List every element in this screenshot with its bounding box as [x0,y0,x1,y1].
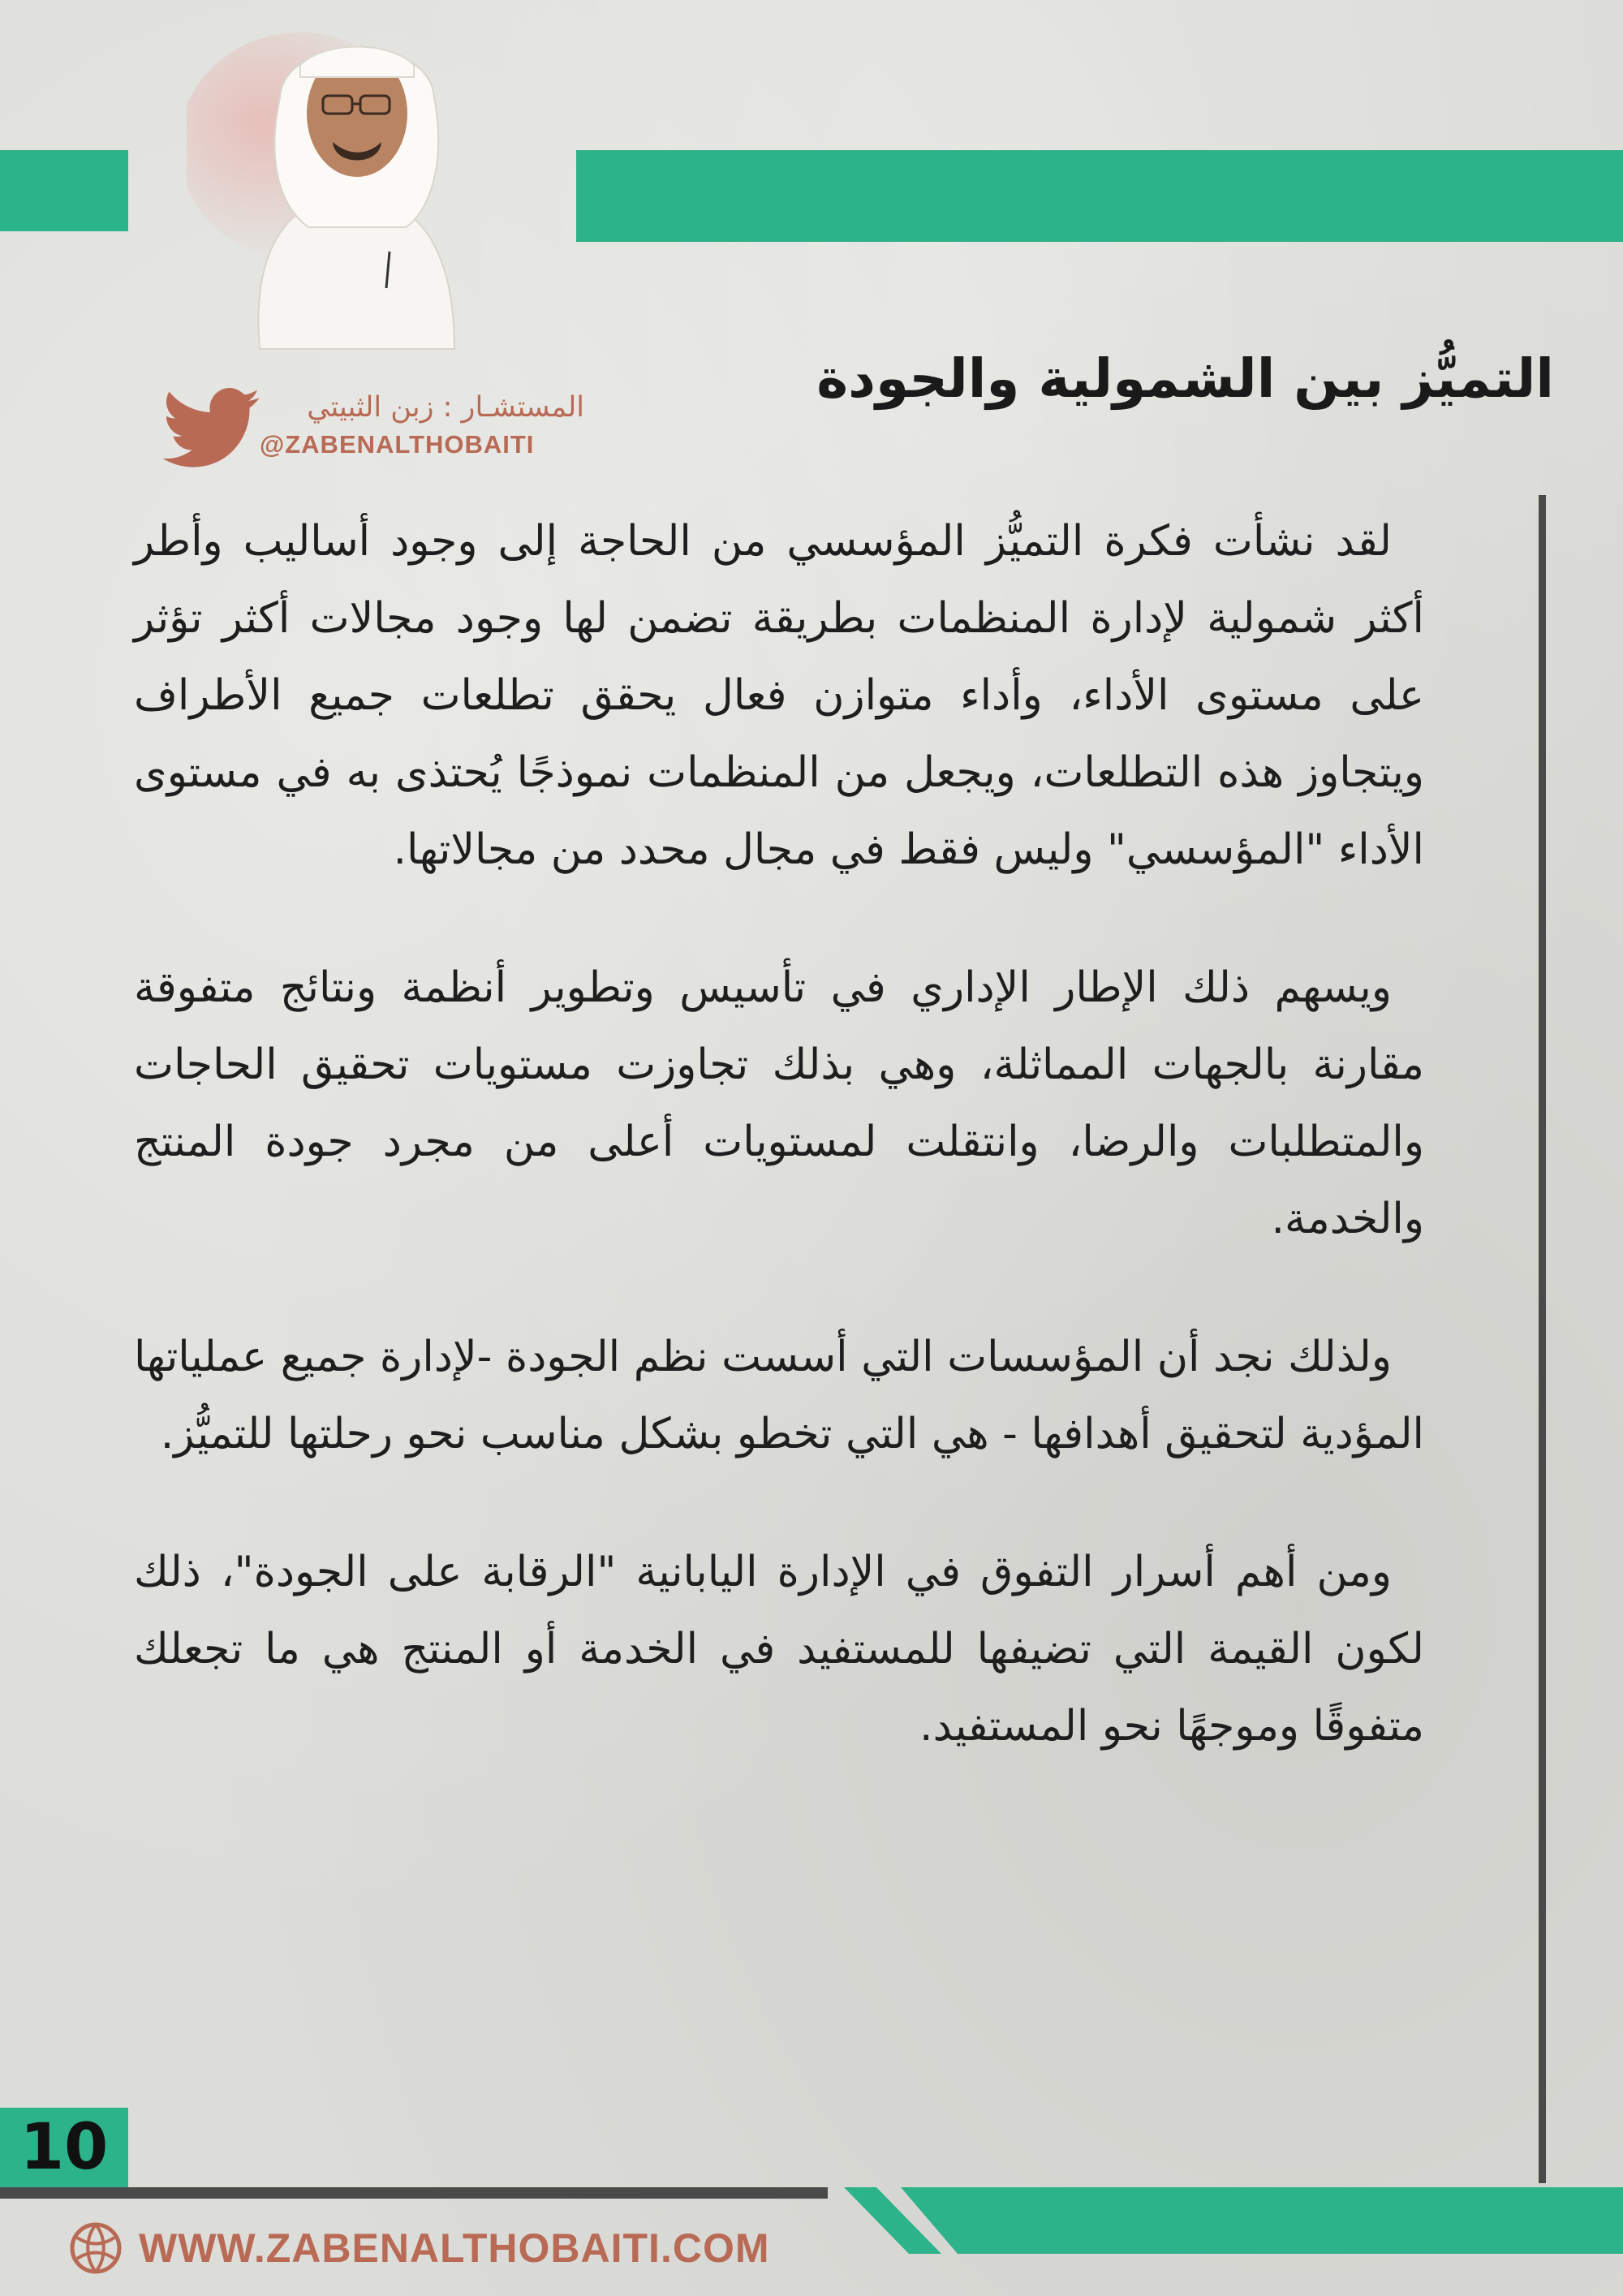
globe-icon [69,2221,123,2275]
author-name: المستشـار : زبن الثبيتي [307,391,584,424]
author-credit [162,388,584,469]
paragraph: ومن أهم أسرار التفوق في الإدارة اليابانية "الرقابة على الجودة"، ذلك لكون القيمة التي تضيفها للمستفيد في الخدمة أو المنتج هي ما تجعلك متفوقًا وموجهًا نحو المستفيد. [134,1548,1424,1751]
footer-bar-dark [0,2187,828,2199]
paragraph: ويسهم ذلك الإطار الإداري في تأسيس وتطوير أنظمة ونتائج متفوقة مقارنة بالجهات المماثلة، وهي بذلك تجاوزت مستويات تحقيق الحاجات والمتطلبات والرضا، وانتقلت لمستويات أعلى من مجرد جودة المنتج والخدمة. [134,963,1424,1243]
vertical-divider [1539,495,1546,2183]
author-photo [187,8,527,357]
website-link[interactable]: WWW.ZABENALTHOBAITI.COM [139,2225,770,2271]
header-band-right [576,150,1623,242]
twitter-bird-icon[interactable] [162,388,260,469]
article-body [134,503,1424,1826]
header-band-left [0,150,128,231]
footer-website [69,2220,770,2277]
paragraph: ولذلك نجد أن المؤسسات التي أسست نظم الجودة -لإدارة جميع عملياتها المؤدية لتحقيق أهدافها - هي التي تخطو بشكل مناسب نحو رحلتها للتميُّز. [134,1333,1424,1458]
paragraph: لقد نشأت فكرة التميُّز المؤسسي من الحاجة إلى وجود أساليب وأطر أكثر شمولية لإدارة المنظمات بطريقة تضمن لها وجود مجالات أكثر تؤثر على مستوى الأداء، وأداء متوازن فعال يحقق تطلعات جميع الأطراف ويتجاوز هذه التطلعات، ويجعل من المنظمات نموذجًا يُحتذى به في مستوى الأداء "المؤسسي" وليس فقط في مجال محدد من مجالاتها. [134,517,1424,874]
footer-bar-green [901,2187,1623,2254]
page-number: 10 [0,2108,128,2187]
article-title: التميُّز بين الشمولية والجودة [816,347,1554,410]
author-handle[interactable]: @ZABENALTHOBAITI [260,430,535,459]
